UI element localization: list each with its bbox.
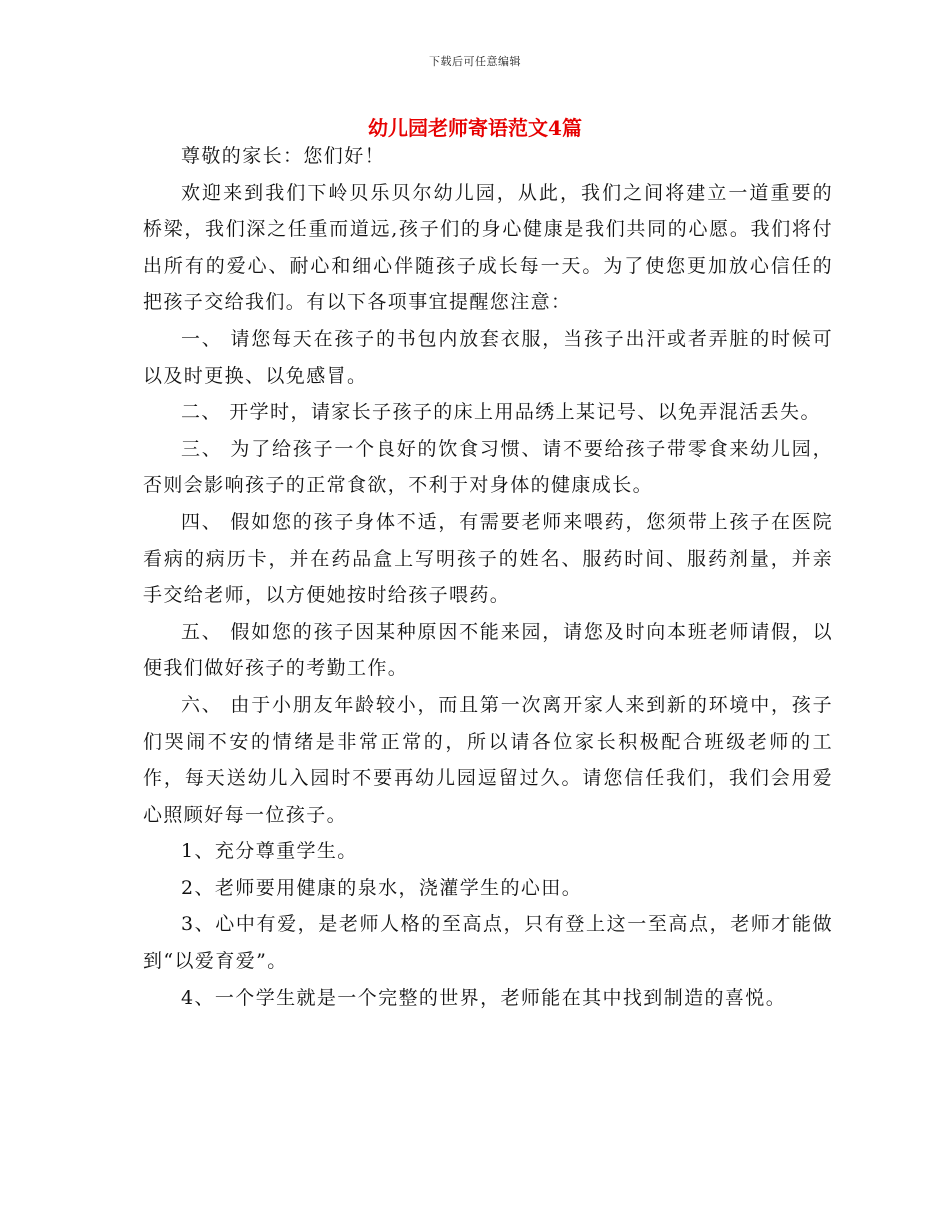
motto-item-1: 1、充分尊重学生。 (181, 840, 358, 863)
notice-item-5: 五、 假如您的孩子因某种原因不能来园，请您及时向本班老师请假，以便我们做好孩子的考勤工作。 (143, 620, 833, 680)
document-title: 幼儿园老师寄语范文4篇 (368, 116, 582, 140)
intro-paragraph: 欢迎来到我们下岭贝乐贝尔幼儿园，从此，我们之间将建立一道重要的桥梁，我们深之任重而道远,孩子们的身心健康是我们共同的心愿。我们将付出所有的爱心、耐心和细心伴随孩子成长每一天。为了使您更加放心信任的把孩子交给我们。有以下各项事宜提醒您注意： (143, 181, 833, 314)
header-note: 下载后可任意编辑 (429, 55, 521, 68)
notice-item-2: 二、 开学时，请家长子孩子的床上用品绣上某记号、以免弄混活丢失。 (181, 401, 821, 424)
motto-item-2: 2、老师要用健康的泉水，浇灌学生的心田。 (181, 876, 583, 899)
document-body (143, 138, 833, 1016)
notice-item-1: 一、 请您每天在孩子的书包内放套衣服，当孩子出汗或者弄脏的时候可以及时更换、以免感冒。 (143, 327, 833, 387)
motto-item-4: 4、一个学生就是一个完整的世界，老师能在其中找到制造的喜悦。 (181, 986, 787, 1009)
greeting-paragraph: 尊敬的家长：您们好！ (181, 145, 386, 167)
motto-item-3: 3、心中有爱，是老师人格的至高点，只有登上这一至高点，老师才能做到“以爱育爱”。 (143, 913, 833, 973)
notice-item-3: 三、 为了给孩子一个良好的饮食习惯、请不要给孩子带零食来幼儿园，否则会影响孩子的正常食欲，不利于对身体的健康成长。 (143, 437, 833, 497)
notice-item-4: 四、 假如您的孩子身体不适，有需要老师来喂药，您须带上孩子在医院看病的病历卡，并在药品盒上写明孩子的姓名、服药时间、服药剂量，并亲手交给老师，以方便她按时给孩子喂药。 (143, 510, 833, 607)
notice-item-6: 六、 由于小朋友年龄较小，而且第一次离开家人来到新的环境中，孩子们哭闹不安的情绪是非常正常的，所以请各位家长积极配合班级老师的工作，每天送幼儿入园时不要再幼儿园逗留过久。请您信任我们，我们会用爱心照顾好每一位孩子。 (143, 693, 833, 826)
